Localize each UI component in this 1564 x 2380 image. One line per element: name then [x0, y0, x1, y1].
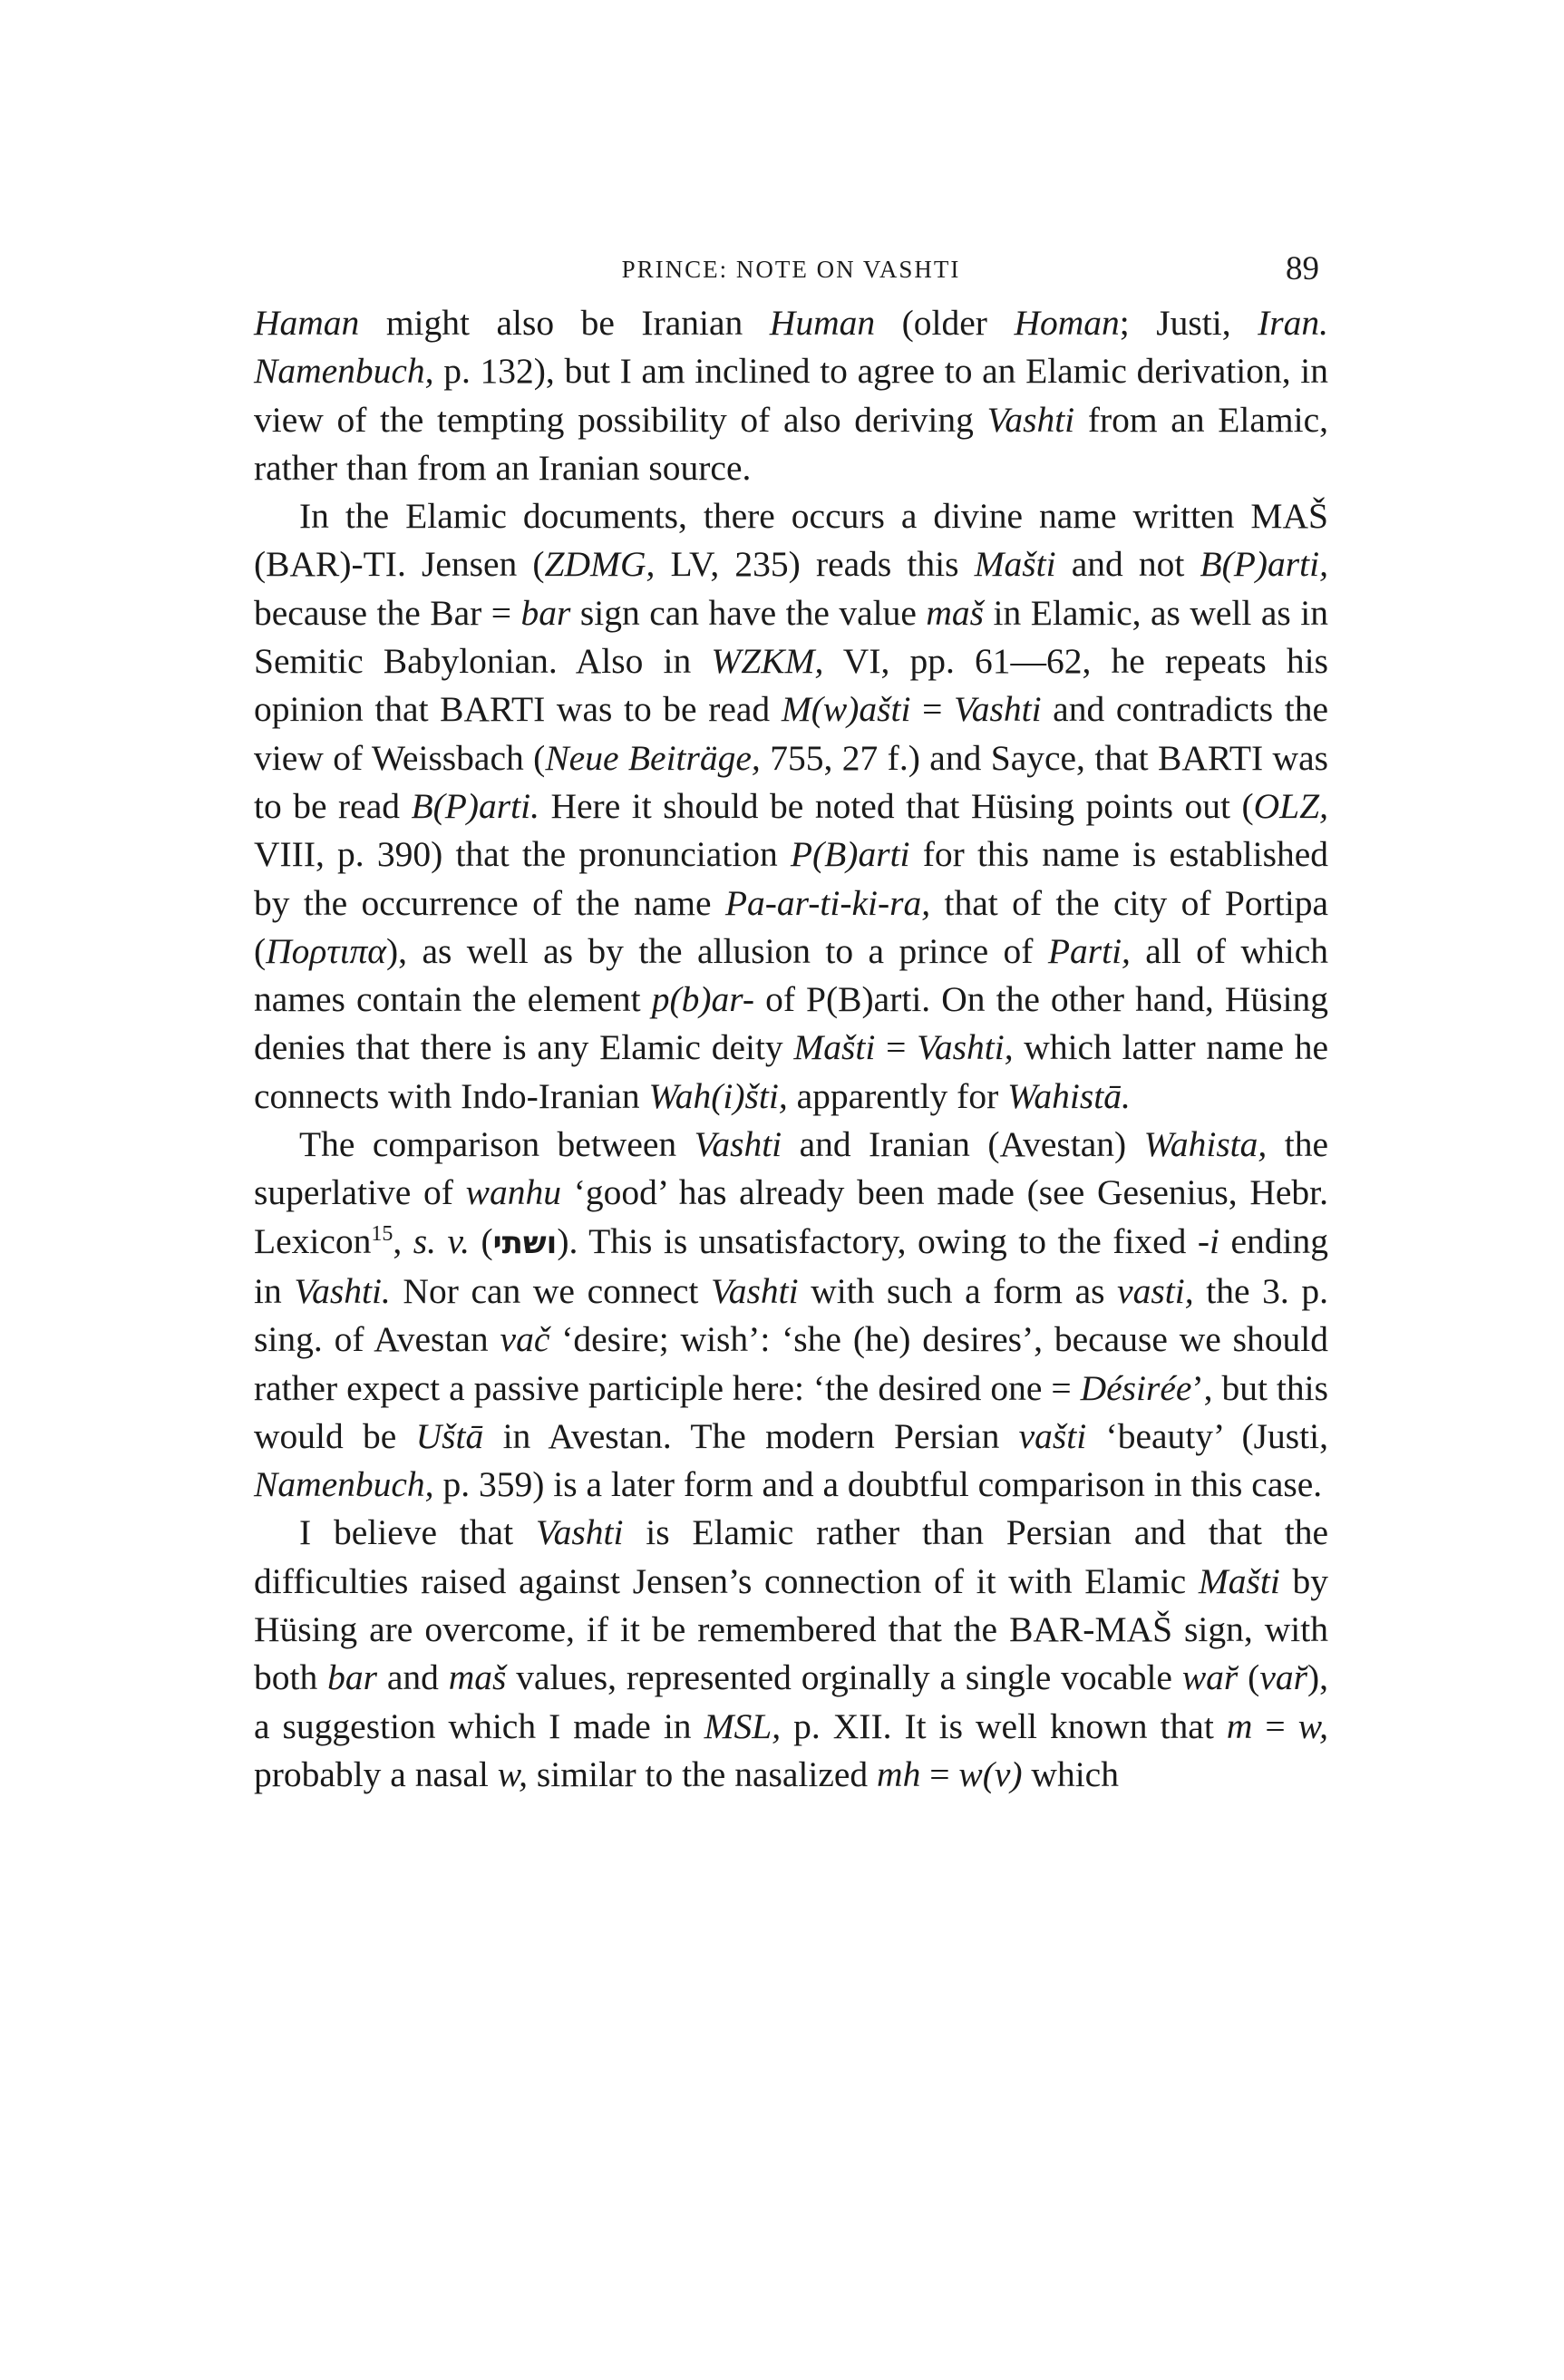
text-run: and contradicts the view of Weissbach ( [254, 689, 1329, 778]
text-run: ( [1238, 1657, 1260, 1698]
text-run: the superlative of [254, 1124, 1328, 1213]
text-run: in Elamic, as well as in Semitic Babylonian. Also in [254, 592, 1328, 682]
italic-term: Human [769, 303, 876, 343]
italic-term: Mašti [974, 544, 1056, 585]
text-run: ’, but this would be [254, 1367, 1328, 1456]
italic-term: vač [500, 1319, 550, 1360]
text-run: values, represented orginally a single vocable [506, 1657, 1182, 1698]
text-run: , [393, 1220, 413, 1261]
text-run: ‘beauty’ (Justi, [1086, 1415, 1328, 1456]
text-run: = [1252, 1705, 1298, 1746]
italic-term: MSL, [704, 1705, 782, 1746]
italic-term: Namenbuch, [254, 1464, 434, 1505]
italic-term: w(v) [958, 1753, 1023, 1794]
italic-term: Homan [1014, 303, 1120, 343]
text-run: by Hüsing are overcome, if it be remembered that the BAR-MAŠ sign, with both [254, 1560, 1328, 1698]
text-run: because the Bar = [254, 592, 521, 633]
italic-term: Iran. Namenbuch, [254, 303, 1328, 392]
text-run: = [920, 1753, 959, 1794]
italic-term: Vashti [535, 1512, 624, 1553]
italic-term: Wahistā. [1007, 1075, 1131, 1116]
text-run: with such a form as [798, 1270, 1118, 1311]
text-run: = [910, 689, 954, 730]
italic-term: B(P)arti. [411, 785, 539, 826]
text-run: = [875, 1027, 918, 1068]
italic-term: Parti, [1047, 930, 1131, 971]
body-text [254, 299, 1328, 1799]
paragraph-4 [254, 1509, 1328, 1799]
text-run: in Avestan. The modern Persian [483, 1415, 1019, 1456]
italic-term: Wah(i)šti, [648, 1075, 788, 1116]
italic-term: vasti, [1117, 1270, 1194, 1311]
text-run: VI, pp. 61—62, he repeats his opinion that BARTI was to be read [254, 641, 1328, 730]
text-run: which latter name he connects with Indo-Iranian [254, 1027, 1328, 1116]
italic-term: Uštā [415, 1415, 484, 1456]
italic-term: WZKM, [711, 641, 824, 682]
text-run: and not [1055, 544, 1200, 585]
text-run: and Iranian (Avestan) [782, 1124, 1144, 1165]
italic-term: Vashti [953, 689, 1042, 730]
italic-term: vašti [1018, 1415, 1087, 1456]
text-run: all of which names contain the element [254, 930, 1329, 1020]
italic-term: Vashti [711, 1270, 799, 1311]
hebrew-word: ושתי [492, 1224, 558, 1261]
text-run: similar to the nasalized [528, 1753, 878, 1794]
italic-term: P(B)arti [790, 834, 910, 875]
italic-term: Désirée [1080, 1367, 1192, 1408]
text-run: ( [470, 1220, 493, 1261]
text-run: is Elamic rather than Persian and that the difficulties raised against Jensen’s connection of it with Elamic [254, 1512, 1328, 1601]
text-run: ending in [254, 1220, 1328, 1311]
text-run: sign can have the value [570, 592, 927, 633]
text-run: probably a nasal [254, 1753, 498, 1794]
italic-term: mh [877, 1753, 921, 1794]
text-run: In the Elamic documents, there occurs a divine name written MAŠ (BAR)-TI. Jensen ( [254, 496, 1328, 585]
text-run: Nor can we connect [390, 1270, 712, 1311]
text-run: ‘desire; wish’: ‘she (he) desires’, because we should rather expect a passive participle here: ‘the desired one = [254, 1319, 1328, 1408]
italic-term: Pa-ar-ti-ki-ra, [724, 882, 931, 923]
text-run: (older [875, 303, 1015, 343]
running-head [254, 247, 1328, 292]
italic-term: Mašti [793, 1027, 876, 1068]
text-run: ), as well as by the allusion to a prince of [386, 930, 1048, 971]
page-number: 89 [1286, 250, 1319, 287]
italic-term: Vashti, [917, 1027, 1014, 1068]
italic-term: Πορτιπα [266, 930, 387, 971]
italic-term: -i [1197, 1220, 1219, 1261]
text-run: for this name is established by the occurrence of the name [254, 834, 1328, 923]
italic-term: M(w)ašti [781, 689, 911, 730]
paragraph-1 [254, 299, 1328, 492]
text-run: p. 132), but I am inclined to agree to an Elamic derivation, in view of the tempting possibility of also deriving [254, 351, 1328, 440]
italic-term: p(b)ar- [651, 979, 755, 1020]
italic-term: Vashti [986, 399, 1075, 440]
italic-term: Vashti. [294, 1270, 391, 1311]
text-run: p. XII. It is well known that [781, 1705, 1227, 1746]
text-run: LV, 235) reads this [655, 544, 975, 585]
text-run: ). This is unsatisfactory, owing to the fixed [557, 1220, 1198, 1261]
italic-term: Vashti [694, 1124, 782, 1165]
italic-term: w, [1297, 1705, 1328, 1746]
text-run: might also be Iranian [359, 303, 770, 343]
italic-term: s. v. [413, 1220, 470, 1261]
italic-term: war̆ [1181, 1657, 1239, 1698]
text-run: from an Elamic, rather than from an Iranian source. [254, 399, 1328, 488]
italic-term: OLZ, [1253, 785, 1328, 826]
italic-term: Haman [254, 303, 360, 343]
paragraph-3 [254, 1121, 1328, 1509]
text-run: the 3. p. sing. of Avestan [254, 1270, 1328, 1360]
text-run: ; Justi, [1119, 303, 1258, 343]
italic-term: maš [448, 1657, 507, 1698]
text-run: The comparison between [299, 1124, 695, 1165]
running-title: PRINCE: NOTE ON VASHTI [621, 256, 961, 283]
italic-term: Wahista, [1143, 1124, 1268, 1165]
text-run: and [376, 1657, 449, 1698]
text-run: ‘good’ has already been made (see Gesenius, Hebr. Lexicon [254, 1172, 1328, 1261]
italic-term: Neue Beiträge, [545, 737, 761, 778]
italic-term: var̆ [1259, 1657, 1307, 1698]
text-run: that of the city of Portipa ( [254, 882, 1328, 971]
italic-term: bar [520, 592, 571, 633]
text-run: Here it should be noted that Hüsing points out ( [539, 785, 1254, 826]
italic-term: bar [327, 1657, 377, 1698]
italic-term: m [1226, 1705, 1253, 1746]
italic-term: maš [926, 592, 985, 633]
text-run: I believe that [299, 1512, 536, 1553]
italic-term: Mašti [1198, 1560, 1280, 1601]
italic-term: B(P)arti, [1200, 544, 1328, 585]
italic-term: w, [497, 1753, 529, 1794]
text-run: apparently for [787, 1075, 1008, 1116]
superscript: 15 [371, 1221, 393, 1246]
text-run: which [1022, 1753, 1119, 1794]
text-run: VIII, p. 390) that the pronunciation [254, 834, 791, 875]
text-run: p. 359) is a later form and a doubtful comparison in this case. [433, 1464, 1323, 1505]
text-run: of P(B)arti. On the other hand, Hüsing denies that there is any Elamic deity [254, 979, 1328, 1068]
paragraph-2 [254, 492, 1328, 1121]
text-run: 755, 27 f.) and Sayce, that BARTI was to be read [254, 737, 1328, 826]
italic-term: wanhu [465, 1172, 561, 1213]
italic-term: ZDMG, [544, 544, 656, 585]
text-run: ), a suggestion which I made in [254, 1657, 1328, 1746]
